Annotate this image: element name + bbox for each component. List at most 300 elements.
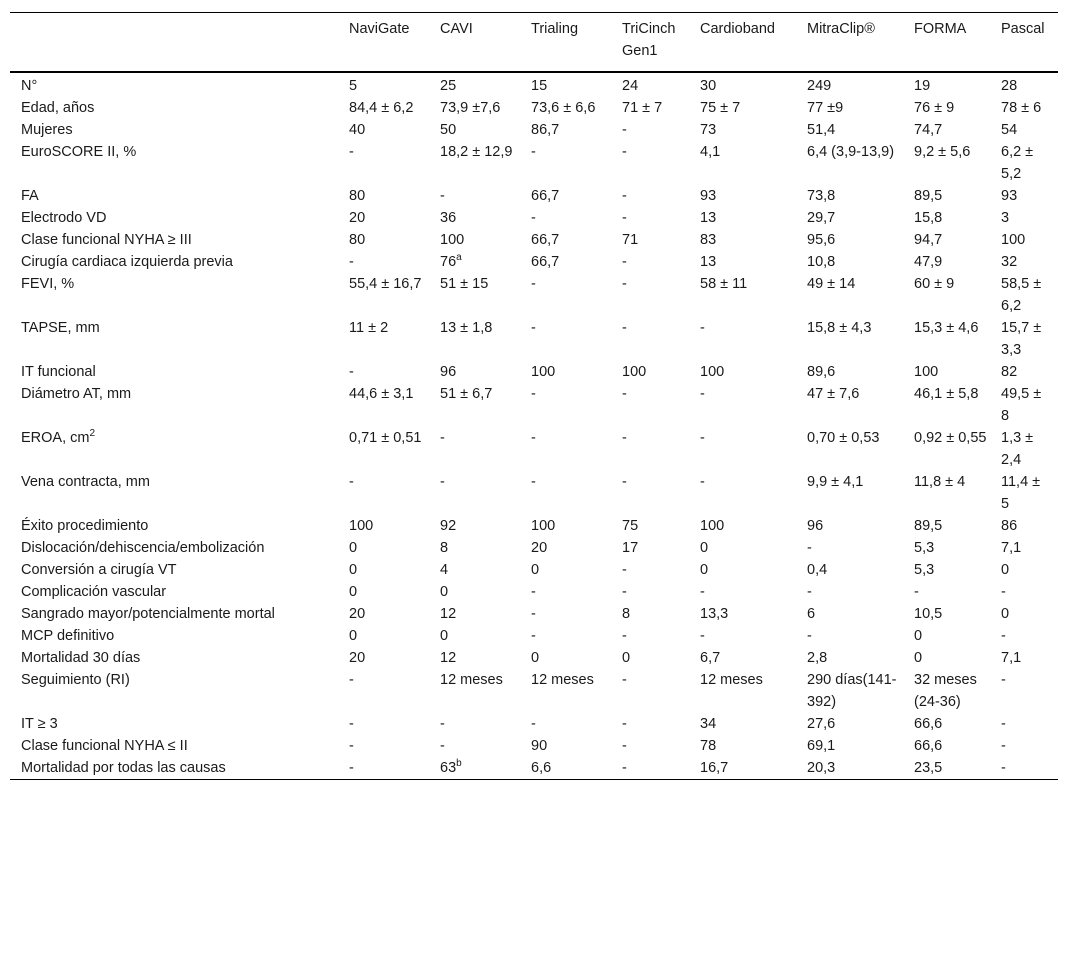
cell-value: 15 [531, 78, 548, 94]
cell-value: 4 [440, 562, 449, 578]
table-cell [434, 229, 525, 251]
table-cell [525, 97, 616, 119]
cell-value: - [440, 716, 445, 732]
cell-value: - [349, 144, 354, 160]
table-cell [343, 185, 434, 207]
cell-value: 13,3 [700, 606, 729, 622]
table-cell [616, 207, 694, 229]
table-row [10, 515, 1058, 537]
table-row [10, 361, 1058, 383]
cell-value: 46,1 ± 5,8 [914, 386, 979, 402]
table-cell [525, 669, 616, 713]
row-label-text: Mortalidad 30 días [21, 650, 141, 666]
cell-value: 89,6 [807, 364, 836, 380]
table-cell [694, 669, 801, 713]
cell-value: - [531, 628, 536, 644]
cell-value: 76 [440, 254, 457, 270]
table-cell [801, 317, 908, 361]
table-cell [616, 581, 694, 603]
cell-value: - [622, 584, 627, 600]
table-cell [434, 317, 525, 361]
cell-value: - [914, 584, 919, 600]
table-cell [616, 185, 694, 207]
cell-value: 0 [700, 540, 709, 556]
table-cell [343, 141, 434, 185]
table-cell [616, 625, 694, 647]
table-cell [801, 185, 908, 207]
table-cell [908, 625, 995, 647]
cell-value: 17 [622, 540, 639, 556]
cell-value: - [349, 364, 354, 380]
table-cell [801, 735, 908, 757]
table-cell [995, 251, 1058, 273]
cell-value: 5,3 [914, 540, 935, 556]
table-cell [434, 72, 525, 97]
row-label-text: Vena contracta, mm [21, 474, 150, 490]
table-cell [801, 713, 908, 735]
table-row [10, 647, 1058, 669]
table-cell [434, 427, 525, 471]
table-cell [343, 383, 434, 427]
cell-value: 66,7 [531, 188, 560, 204]
table-cell [995, 669, 1058, 713]
row-label-text: TAPSE, mm [21, 320, 100, 336]
table-cell [434, 251, 525, 273]
cell-value: 29,7 [807, 210, 836, 226]
cell-value: 74,7 [914, 122, 943, 138]
cell-value: 36 [440, 210, 457, 226]
column-header: FORMA [914, 21, 967, 37]
row-label [10, 735, 343, 757]
cell-value: 75 ± 7 [700, 100, 741, 116]
table-body [10, 72, 1058, 780]
table-cell [995, 471, 1058, 515]
table-cell [908, 603, 995, 625]
row-label [10, 361, 343, 383]
table-row [10, 317, 1058, 361]
cell-value: 1,3 ± 2,4 [1001, 430, 1034, 468]
table-cell [616, 72, 694, 97]
cell-value: - [531, 320, 536, 336]
table-cell [694, 207, 801, 229]
table-cell [801, 207, 908, 229]
cell-value: 32 meses (24-36) [914, 672, 977, 710]
table-cell [694, 735, 801, 757]
table-cell [801, 119, 908, 141]
table-cell [908, 383, 995, 427]
cell-value: - [349, 672, 354, 688]
cell-value: 13 [700, 210, 717, 226]
cell-value: 78 [700, 738, 717, 754]
cell-value: 13 [700, 254, 717, 270]
cell-value: 75 [622, 518, 639, 534]
cell-value: - [1001, 584, 1006, 600]
table-cell [616, 97, 694, 119]
cell-value: 47,9 [914, 254, 943, 270]
cell-value: - [531, 474, 536, 490]
cell-value: 73 [700, 122, 717, 138]
table-cell [995, 757, 1058, 780]
table-cell [616, 229, 694, 251]
table-cell [525, 603, 616, 625]
table-cell [995, 97, 1058, 119]
table-row [10, 757, 1058, 780]
table-cell [525, 581, 616, 603]
table-cell [525, 141, 616, 185]
table-cell [995, 229, 1058, 251]
cell-value: 49,5 ± 8 [1001, 386, 1042, 424]
cell-value: - [807, 584, 812, 600]
row-label-text: Dislocación/dehiscencia/embolización [21, 540, 265, 556]
cell-value: 95,6 [807, 232, 836, 248]
cell-value: 11,8 ± 4 [914, 474, 966, 490]
table-cell [343, 427, 434, 471]
data-table [10, 12, 1058, 780]
table-cell [908, 427, 995, 471]
table-cell [694, 119, 801, 141]
cell-value: - [440, 188, 445, 204]
table-cell [525, 207, 616, 229]
table-cell [995, 713, 1058, 735]
row-label [10, 581, 343, 603]
column-header: Pascal [1001, 21, 1045, 37]
cell-value: - [349, 738, 354, 754]
table-row [10, 141, 1058, 185]
cell-value: - [531, 716, 536, 732]
table-cell [908, 317, 995, 361]
table-cell [694, 141, 801, 185]
row-label [10, 229, 343, 251]
cell-value: - [349, 474, 354, 490]
cell-value: - [700, 386, 705, 402]
table-cell [343, 559, 434, 581]
table-cell [616, 317, 694, 361]
cell-value: - [700, 474, 705, 490]
cell-value: 50 [440, 122, 457, 138]
cell-value: - [531, 584, 536, 600]
table-cell [801, 515, 908, 537]
table-cell [343, 603, 434, 625]
table-cell [343, 647, 434, 669]
table-cell [908, 141, 995, 185]
cell-value: - [349, 760, 354, 776]
row-label-text: Sangrado mayor/potencialmente mortal [21, 606, 275, 622]
cell-value: 78 ± 6 [1001, 100, 1042, 116]
table-cell [616, 427, 694, 471]
cell-value: 100 [622, 364, 647, 380]
cell-value: 66,6 [914, 738, 943, 754]
row-label-text: MCP definitivo [21, 628, 115, 644]
row-label [10, 273, 343, 317]
cell-value: 89,5 [914, 188, 943, 204]
row-label [10, 603, 343, 625]
table-cell [434, 669, 525, 713]
table-row [10, 713, 1058, 735]
table-cell [434, 207, 525, 229]
cell-value: 51,4 [807, 122, 836, 138]
table-row [10, 471, 1058, 515]
cell-value: 15,3 ± 4,6 [914, 320, 979, 336]
table-cell [525, 119, 616, 141]
table-cell [434, 625, 525, 647]
table-cell [694, 229, 801, 251]
table-cell [434, 185, 525, 207]
cell-value: 5 [349, 78, 358, 94]
cell-value: - [1001, 738, 1006, 754]
row-label-text: Mortalidad por todas las causas [21, 760, 226, 776]
cell-value: 0 [349, 562, 358, 578]
cell-value: 58,5 ± 6,2 [1001, 276, 1042, 314]
cell-value: 6,4 (3,9-13,9) [807, 144, 895, 160]
row-label-text: FA [21, 188, 39, 204]
cell-value: 96 [440, 364, 457, 380]
table-cell [801, 669, 908, 713]
table-cell [801, 97, 908, 119]
table-cell [343, 317, 434, 361]
row-label [10, 515, 343, 537]
cell-value: 32 [1001, 254, 1018, 270]
cell-value: - [622, 188, 627, 204]
cell-value: 71 ± 7 [622, 100, 663, 116]
table-row [10, 669, 1058, 713]
cell-value: - [440, 474, 445, 490]
table-cell [995, 559, 1058, 581]
cell-value: - [440, 738, 445, 754]
cell-value: 100 [700, 518, 725, 534]
table-cell [343, 97, 434, 119]
cell-value: 84,4 ± 6,2 [349, 100, 414, 116]
row-label [10, 207, 343, 229]
cell-value: - [531, 430, 536, 446]
cell-value: 20 [349, 210, 366, 226]
cell-value: 0 [914, 650, 923, 666]
cell-value: 3 [1001, 210, 1010, 226]
cell-value: - [807, 540, 812, 556]
table-cell [694, 625, 801, 647]
table-row [10, 581, 1058, 603]
cell-value: 8 [440, 540, 449, 556]
table-row [10, 207, 1058, 229]
cell-value: 0 [440, 628, 449, 644]
cell-value: - [622, 738, 627, 754]
superscript: a [456, 252, 462, 264]
cell-value: 86 [1001, 518, 1018, 534]
table-cell [434, 361, 525, 383]
cell-value: - [531, 606, 536, 622]
table-row [10, 229, 1058, 251]
row-label-text: Edad, años [21, 100, 95, 116]
table-cell [525, 559, 616, 581]
table-cell [434, 537, 525, 559]
cell-value: 2,8 [807, 650, 828, 666]
table-cell [525, 427, 616, 471]
cell-value: - [622, 210, 627, 226]
cell-value: - [531, 144, 536, 160]
table-cell [525, 757, 616, 780]
table-cell [616, 273, 694, 317]
cell-value: 15,8 ± 4,3 [807, 320, 872, 336]
table-cell [801, 647, 908, 669]
table-cell [694, 757, 801, 780]
cell-value: 100 [440, 232, 465, 248]
cell-value: 12 [440, 606, 457, 622]
row-label [10, 119, 343, 141]
cell-value: 54 [1001, 122, 1018, 138]
table-cell [694, 251, 801, 273]
table-cell [343, 361, 434, 383]
column-header: Cardioband [700, 21, 775, 37]
cell-value: 94,7 [914, 232, 943, 248]
table-cell [995, 427, 1058, 471]
row-label [10, 97, 343, 119]
table-cell [343, 537, 434, 559]
row-label-text: Complicación vascular [21, 584, 167, 600]
cell-value: 19 [914, 78, 931, 94]
table-cell [801, 537, 908, 559]
table-cell [801, 383, 908, 427]
table-cell [434, 119, 525, 141]
table-cell [694, 273, 801, 317]
table-cell [343, 515, 434, 537]
table-cell [616, 735, 694, 757]
cell-value: 6,6 [531, 760, 552, 776]
cell-value: 40 [349, 122, 366, 138]
table-cell [434, 471, 525, 515]
table-cell [616, 537, 694, 559]
row-label [10, 647, 343, 669]
table-cell [995, 735, 1058, 757]
table-cell [801, 427, 908, 471]
table-row [10, 625, 1058, 647]
row-label-text: Conversión a cirugía VT [21, 562, 177, 578]
cell-value: - [622, 320, 627, 336]
cell-value: - [622, 430, 627, 446]
cell-value: - [622, 562, 627, 578]
row-label-text: IT ≥ 3 [21, 716, 58, 732]
table-cell [694, 515, 801, 537]
cell-value: 0 [622, 650, 631, 666]
cell-value: - [1001, 716, 1006, 732]
table-cell [694, 185, 801, 207]
row-label [10, 713, 343, 735]
column-header: MitraClip® [807, 21, 875, 37]
column-header: TriCinch Gen1 [622, 21, 676, 59]
table-cell [801, 72, 908, 97]
row-label [10, 471, 343, 515]
row-label [10, 757, 343, 780]
table-cell [995, 119, 1058, 141]
cell-value: 73,6 ± 6,6 [531, 100, 596, 116]
cell-value: 82 [1001, 364, 1018, 380]
cell-value: 12 meses [700, 672, 763, 688]
table-cell [801, 559, 908, 581]
table-cell [434, 713, 525, 735]
cell-value: 51 ± 15 [440, 276, 489, 292]
table-cell [616, 713, 694, 735]
row-label-text: Clase funcional NYHA ≥ III [21, 232, 192, 248]
cell-value: 15,8 [914, 210, 943, 226]
table-cell [801, 251, 908, 273]
row-label-text: Mujeres [21, 122, 73, 138]
row-label [10, 72, 343, 97]
table-row [10, 537, 1058, 559]
table-cell [525, 361, 616, 383]
table-cell [908, 72, 995, 97]
table-cell [694, 581, 801, 603]
cell-value: 0 [349, 584, 358, 600]
cell-value: - [622, 254, 627, 270]
cell-value: 0 [531, 650, 540, 666]
cell-value: 100 [349, 518, 374, 534]
cell-value: 12 [440, 650, 457, 666]
row-label [10, 251, 343, 273]
table-row [10, 97, 1058, 119]
cell-value: 34 [700, 716, 717, 732]
table-cell [995, 581, 1058, 603]
cell-value: 86,7 [531, 122, 560, 138]
cell-value: 4,1 [700, 144, 721, 160]
table-cell [434, 141, 525, 185]
cell-value: 92 [440, 518, 457, 534]
cell-value: 13 ± 1,8 [440, 320, 493, 336]
cell-value: 100 [1001, 232, 1026, 248]
row-label [10, 185, 343, 207]
table-cell [616, 383, 694, 427]
cell-value: 18,2 ± 12,9 [440, 144, 513, 160]
cell-value: - [622, 716, 627, 732]
cell-value: 20 [349, 606, 366, 622]
table-cell [343, 471, 434, 515]
table-cell [995, 625, 1058, 647]
table-cell [434, 559, 525, 581]
table-cell [343, 735, 434, 757]
row-label [10, 559, 343, 581]
row-label [10, 427, 343, 471]
table-cell [694, 97, 801, 119]
cell-value: 7,1 [1001, 540, 1022, 556]
table-cell [434, 647, 525, 669]
cell-value: - [622, 386, 627, 402]
cell-value: - [1001, 760, 1006, 776]
cell-value: 6 [807, 606, 816, 622]
cell-value: 12 meses [531, 672, 594, 688]
table-cell [616, 471, 694, 515]
row-label-text: Electrodo VD [21, 210, 107, 226]
cell-value: 0 [914, 628, 923, 644]
table-cell [616, 647, 694, 669]
cell-value: - [700, 430, 705, 446]
cell-value: 66,6 [914, 716, 943, 732]
cell-value: 30 [700, 78, 717, 94]
cell-value: - [1001, 672, 1006, 688]
table-cell [616, 361, 694, 383]
row-label-text: EuroSCORE II, % [21, 144, 137, 160]
table-cell [434, 383, 525, 427]
table-cell [525, 383, 616, 427]
column-header: Trialing [531, 21, 579, 37]
table-cell [995, 603, 1058, 625]
table-cell [434, 603, 525, 625]
cell-value: 96 [807, 518, 824, 534]
table-container [10, 12, 1057, 780]
cell-value: 0 [440, 584, 449, 600]
table-cell [694, 383, 801, 427]
cell-value: 60 ± 9 [914, 276, 955, 292]
row-label [10, 537, 343, 559]
table-cell [343, 72, 434, 97]
table-row [10, 119, 1058, 141]
cell-value: - [622, 628, 627, 644]
